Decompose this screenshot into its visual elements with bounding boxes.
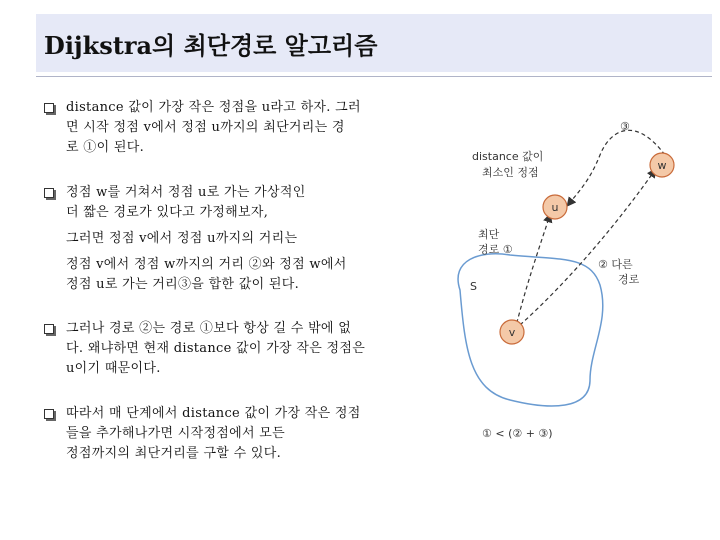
checkbox-bullet-icon (44, 103, 54, 113)
bullet-line: 정점 v에서 정점 w까지의 거리 ②와 정점 w에서 (66, 257, 347, 272)
bullet-line: 들을 추가해나가면 시작정점에서 모든 (66, 426, 286, 441)
bullet-text (66, 183, 419, 295)
bullet-2 (44, 183, 419, 295)
bullet-4 (44, 404, 419, 464)
bullet-line: 면 시작 정점 v에서 정점 u까지의 최단거리는 경 (66, 120, 345, 135)
bullet-line: 그러나 경로 ②는 경로 ①보다 항상 길 수 밖에 없 (66, 321, 352, 336)
bullet-line: 그러면 정점 v에서 정점 u까지의 거리는 (66, 231, 298, 246)
bullet-line: 로 ①이 된다. (66, 140, 145, 155)
checkbox-bullet-icon (44, 188, 54, 198)
bullet-line: distance 값이 가장 작은 정점을 u라고 하자. 그러 (66, 100, 361, 115)
min-node-label: 최소인 정점 (482, 166, 539, 179)
node-v-label: v (508, 326, 516, 339)
bullet-line: 정점 w를 거쳐서 정점 u로 가는 가상적인 (66, 185, 306, 200)
node-w-label: w (657, 159, 667, 172)
other-path-label-2: 경로 (618, 273, 640, 286)
bullet-text (66, 404, 419, 464)
distance-label: distance 값이 (472, 150, 544, 163)
bullet-line: u이기 때문이다. (66, 361, 161, 376)
bullet-line: 다. 왜냐하면 현재 distance 값이 가장 작은 정점은 (66, 341, 366, 356)
slide-title: Dijkstra의 최단경로 알고리즘 (44, 31, 378, 60)
bullet-text (66, 98, 419, 158)
bullet-line: 더 짧은 경로가 있다고 가정해보자, (66, 205, 269, 220)
checkbox-bullet-icon (44, 409, 54, 419)
shortest-path-label-1: 최단 (478, 228, 500, 241)
shortest-path-label-2: 경로 ① (478, 243, 513, 256)
set-s-region (458, 254, 603, 406)
set-s-label: S (470, 280, 477, 293)
bullet-line: 따라서 매 단계에서 distance 값이 가장 작은 정점 (66, 406, 361, 421)
bullet-line: 정점까지의 최단거리를 구할 수 있다. (66, 446, 282, 461)
shortest-path-diagram (440, 110, 710, 470)
bullet-line: 정점 u로 가는 거리③을 합한 값이 된다. (66, 277, 300, 292)
path-two-arrow (520, 170, 655, 325)
bullet-3 (44, 319, 419, 379)
bullet-1 (44, 98, 419, 158)
bullet-text (66, 319, 419, 379)
title-bar (36, 14, 712, 72)
title-divider (36, 76, 712, 77)
inequality-formula: ① < (② + ③) (482, 427, 553, 440)
checkbox-bullet-icon (44, 324, 54, 334)
node-u-label: u (551, 201, 559, 214)
other-path-label-1: ② 다른 (598, 258, 633, 271)
path-three-label: ③ (620, 120, 630, 133)
